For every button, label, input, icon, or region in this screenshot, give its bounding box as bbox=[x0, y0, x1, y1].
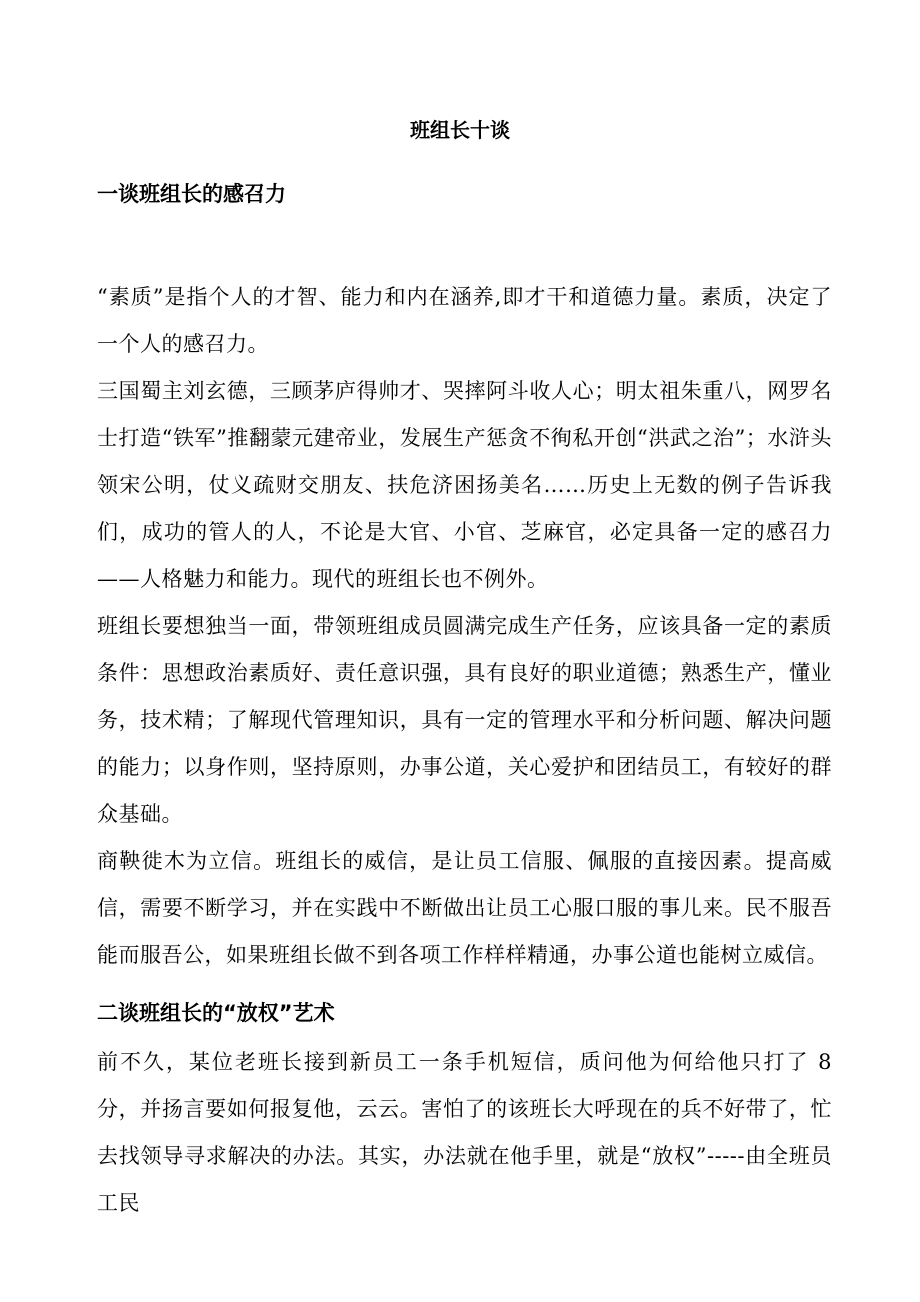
section-heading-1: 一谈班组长的感召力 bbox=[97, 182, 286, 206]
paragraph-qualifications: 班组长要想独当一面，带领班组成员圆满完成生产任务，应该具备一定的素质条件：思想政治素质好、责任意识强，具有良好的职业道德；熟悉生产，懂业务，技术精；了解现代管理知识，具有一定的管理水平和分析问题、解决问题的能力；以身作则，坚持原则，办事公道，关心爱护和团结员工，有较好的群众基础。 bbox=[97, 614, 832, 826]
paragraph-prestige: 商鞅徙木为立信。班组长的威信，是让员工信服、佩服的直接因素。提高威信，需要不断学习，并在实践中不断做出让员工心服口服的事儿来。民不服吾能而服吾公，如果班组长做不到各项工作样样精通，办事公道也能树立威信。 bbox=[97, 849, 832, 967]
paragraph-delegation: 前不久，某位老班长接到新员工一条手机短信，质问他为何给他只打了 8 分，并扬言要如何报复他，云云。害怕了的该班长大呼现在的兵不好带了，忙去找领导寻求解决的办法。其实，办法就在他手里，就是“放权”-----由全班员工民 bbox=[97, 1050, 832, 1215]
paragraph-definition: “素质”是指个人的才智、能力和内在涵养,即才干和道德力量。素质，决定了一个人的感召力。 bbox=[97, 285, 832, 356]
section-heading-2: 二谈班组长的“放权”艺术 bbox=[97, 1001, 335, 1025]
paragraph-history-examples: 三国蜀主刘玄德，三顾茅庐得帅才、哭摔阿斗收人心；明太祖朱重八，网罗名士打造“铁军”推翻蒙元建帝业，发展生产惩贪不徇私开创“洪武之治”；水浒头领宋公明，仗义疏财交朋友、扶危济困扬美名……历史上无数的例子告诉我们，成功的管人的人，不论是大官、小官、芝麻官，必定具备一定的感召力——人格魅力和能力。现代的班组长也不例外。 bbox=[97, 379, 832, 591]
document-title: 班组长十谈 bbox=[410, 118, 510, 142]
